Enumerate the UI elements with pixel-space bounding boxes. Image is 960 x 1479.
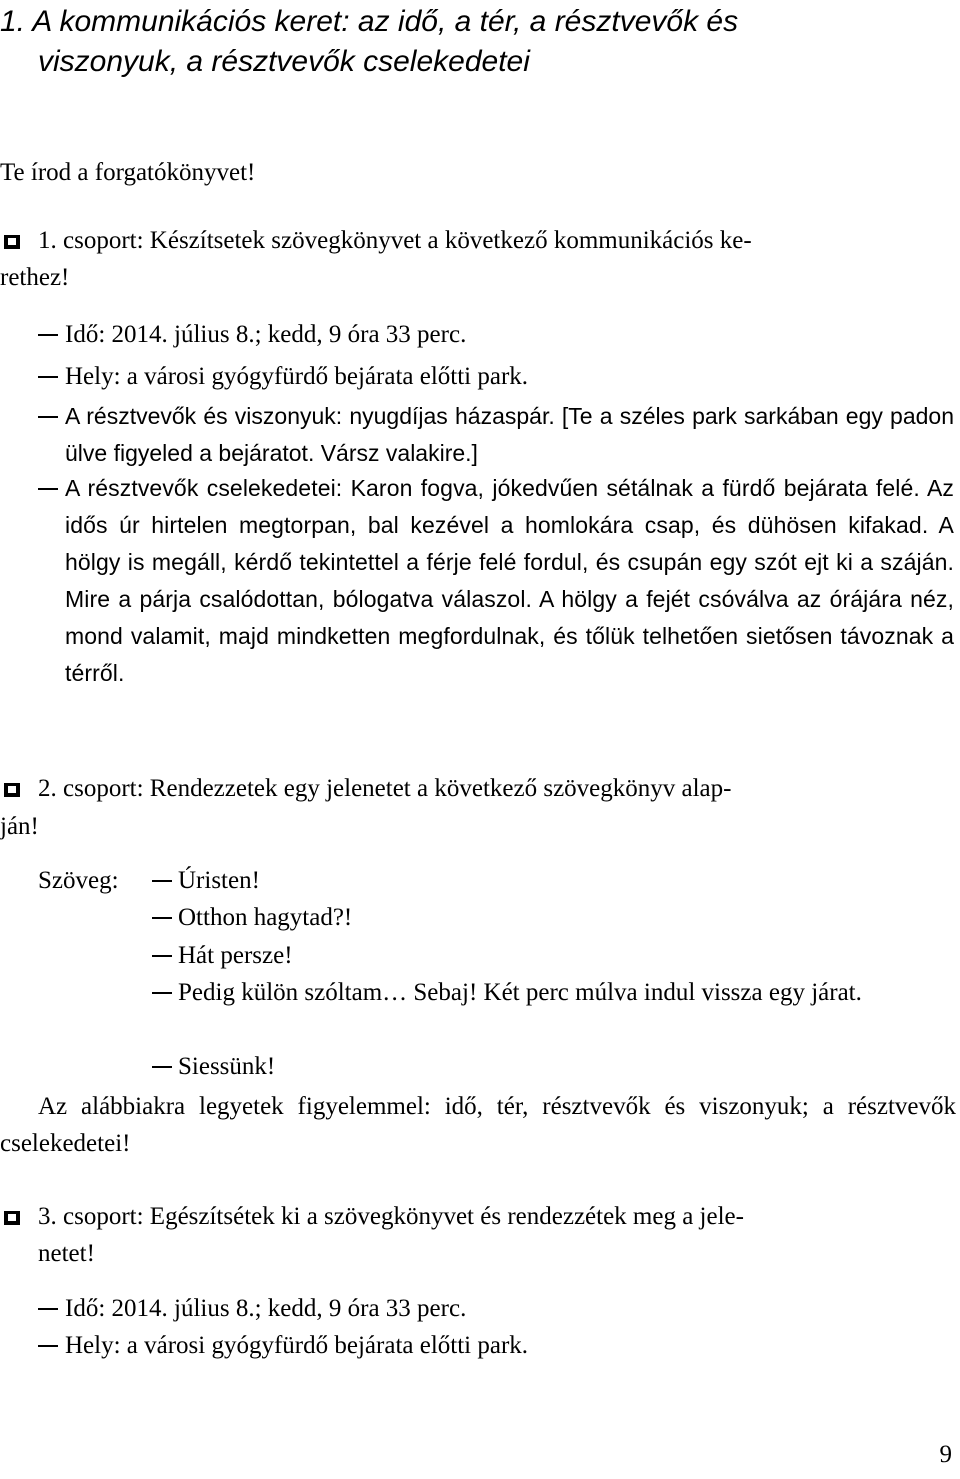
square-bullet-icon (2, 1210, 22, 1226)
group1-item-time: Idő: 2014. július 8.; kedd, 9 óra 33 perc. (38, 316, 954, 353)
group3-heading-line2: netet! (38, 1240, 95, 1267)
dash-icon (38, 376, 58, 378)
group2-note: Az alábbiakra legyetek figyelemmel: idő, tér, résztvevők és viszonyuk; a résztvevők cselekedetei! (0, 1093, 956, 1157)
group1-heading (38, 222, 954, 259)
dash-icon (38, 1308, 58, 1310)
square-bullet-icon (2, 782, 22, 798)
dash-icon (152, 992, 172, 994)
square-bullet-icon (2, 234, 22, 250)
section-title-line2: viszonyuk, a résztvevők cselekedetei (38, 45, 530, 78)
section-title-line1: 1. A kommunikációs keret: az idő, a tér, a résztvevők és (0, 5, 739, 38)
section-title (0, 2, 940, 82)
group3-item-time: Idő: 2014. július 8.; kedd, 9 óra 33 perc. (38, 1290, 954, 1327)
dash-icon (38, 488, 58, 490)
dash-icon (152, 917, 172, 919)
dash-icon (152, 1066, 172, 1068)
intro-text: Te írod a forgatókönyvet! (0, 159, 256, 186)
dash-icon (152, 955, 172, 957)
dash-icon (38, 334, 58, 336)
dash-icon (38, 416, 58, 418)
group1-item-place: Hely: a városi gyógyfürdő bejárata előtti park. (38, 358, 954, 395)
dialogue-line: Úristen! (152, 862, 956, 899)
group1-item-participants: A résztvevők és viszonyuk: nyugdíjas házaspár. [Te a széles park sarkában egy padon ülve figyeled a bejáratot. Vársz valakire.] (38, 398, 954, 472)
dialogue-label: Szöveg: (38, 867, 119, 894)
group1-heading-line1: 1. csoport: Készítsetek szövegkönyvet a következő kommunikációs ke- (38, 227, 752, 254)
dialogue-line: Otthon hagytad?! (152, 899, 956, 936)
group1-item-actions: A résztvevők cselekedetei: Karon fogva, jókedvűen sétálnak a fürdő bejárata felé. Az idős úr hirtelen megtorpan, bal kezével a homlokára csap, és dühösen kifakad. A hölgy is megáll, kérdő tekintettel a férje felé fordul, és csupán egy szót ejt ki a száján. Mire a párja csalódottan, bólogatva válaszol. A hölgy a fejét csóválva az órájára néz, mond valamit, majd mindketten megfordulnak, és tőlük telhetően sietősen távoznak a térről. (38, 470, 954, 692)
page-number: 9 (939, 1441, 952, 1468)
group2-heading-line1: 2. csoport: Rendezzetek egy jelenetet a következő szövegkönyv alap- (38, 775, 732, 802)
dialogue-line: Siessünk! (152, 1048, 956, 1085)
dash-icon (152, 880, 172, 882)
group3-item-place: Hely: a városi gyógyfürdő bejárata előtti park. (38, 1327, 954, 1364)
dialogue-line: Pedig külön szóltam… Sebaj! Két perc múlva indul vissza egy járat. (152, 974, 956, 1011)
group3-heading-line1: 3. csoport: Egészítsétek ki a szövegkönyvet és rendezzétek meg a jele- (38, 1203, 744, 1230)
dialogue-line: Hát persze! (152, 937, 956, 974)
dash-icon (38, 1345, 58, 1347)
group1-heading-line2: rethez! (0, 264, 70, 291)
group2-heading-line2: ján! (0, 813, 39, 840)
